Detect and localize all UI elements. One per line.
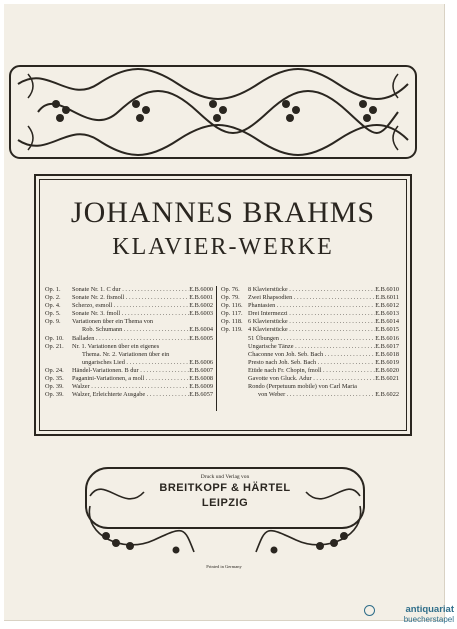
work-row: Op. 39. Walzer . . . E.B.6009 xyxy=(45,383,213,391)
work-row: Ungarische Tänze . . . E.B.6017 xyxy=(221,343,399,351)
work-row: Op. 76. 8 Klavierstücke . . . E.B.6010 xyxy=(221,286,399,294)
work-row: ungarisches Lied . . . E.B.6006 xyxy=(45,359,213,367)
work-row: Op. 79. Zwei Rhapsodien . . . E.B.6011 xyxy=(221,294,399,302)
printed-in-note: Printed in Germany xyxy=(206,564,242,569)
work-row: Op. 116. Phantasien . . . E.B.6012 xyxy=(221,302,399,310)
title-frame xyxy=(34,174,412,436)
work-row: Thema. Nr. 2. Variationen über ein xyxy=(82,350,170,358)
publisher-city: LEIPZIG xyxy=(201,497,249,509)
work-row: Etüde nach Fr. Chopin, fmoll . . . E.B.6020 xyxy=(221,367,399,375)
composer-name: JOHANNES BRAHMS xyxy=(70,196,376,229)
work-row: 51 Übungen . . . E.B.6016 xyxy=(221,335,399,343)
work-row: Op. 5. Sonate Nr. 3. fmoll . . . E.B.6003 xyxy=(45,310,213,318)
dealer-watermark xyxy=(376,604,454,624)
works-list-left xyxy=(45,286,213,399)
work-row: Op. 4. Scherzo, esmoll . . . E.B.6002 xyxy=(45,302,213,310)
work-row: Op. 10. Balladen . . . E.B.6005 xyxy=(45,335,213,343)
work-row: Op. 117. Drei Intermezzi . . . E.B.6013 xyxy=(221,310,399,318)
work-row: Op. 1. Sonate Nr. 1. C dur . . . E.B.6000 xyxy=(45,286,213,294)
work-row: Presto nach Joh. Seb. Bach . . . E.B.6019 xyxy=(221,359,399,367)
watermark-line-1: antiquariat xyxy=(405,604,454,615)
publisher-cartouche xyxy=(84,466,366,558)
copyright-circle-icon xyxy=(364,605,375,616)
work-row: Op. 9. Variationen über ein Thema von xyxy=(45,318,154,326)
work-row: Op. 21. Nr. 1. Variationen über ein eigenes xyxy=(45,342,160,350)
work-row: Op. 35. Paganini-Variationen, a moll . . . E.B.6008 xyxy=(45,375,213,383)
score-cover-page xyxy=(4,4,445,621)
work-row: Chaconne von Joh. Seb. Bach . . . E.B.6018 xyxy=(221,351,399,359)
work-row: Op. 119. 4 Klavierstücke . . . E.B.6015 xyxy=(221,326,399,334)
work-row: Op. 118. 6 Klavierstücke . . . E.B.6014 xyxy=(221,318,399,326)
watermark-line-2: buecherstapel xyxy=(403,615,454,624)
work-row: Gavotte von Gluck. Adur . . . E.B.6021 xyxy=(221,375,399,383)
work-row: Rondo (Perpetuum mobile) von Carl Maria xyxy=(248,383,357,391)
work-row: Op. 39. Walzer, Erleichterte Ausgabe . . . E.B.6057 xyxy=(45,391,213,399)
column-divider xyxy=(216,286,217,411)
imprint-line: Druck und Verlag von xyxy=(200,474,250,480)
work-row: Op. 24. Händel-Variationen. B dur . . . E.B.6007 xyxy=(45,367,213,375)
floral-ornament-top xyxy=(8,64,418,160)
work-row: von Weber . . . E.B.6022 xyxy=(221,391,399,399)
work-row: Op. 2. Sonate Nr. 2. fismoll . . . E.B.6001 xyxy=(45,294,213,302)
works-list-right xyxy=(221,286,399,399)
publisher-name: BREITKOPF & HÄRTEL xyxy=(159,482,291,494)
work-row: Rob. Schumann . . . E.B.6004 xyxy=(45,326,213,334)
collection-title: KLAVIER-WERKE xyxy=(112,234,334,260)
